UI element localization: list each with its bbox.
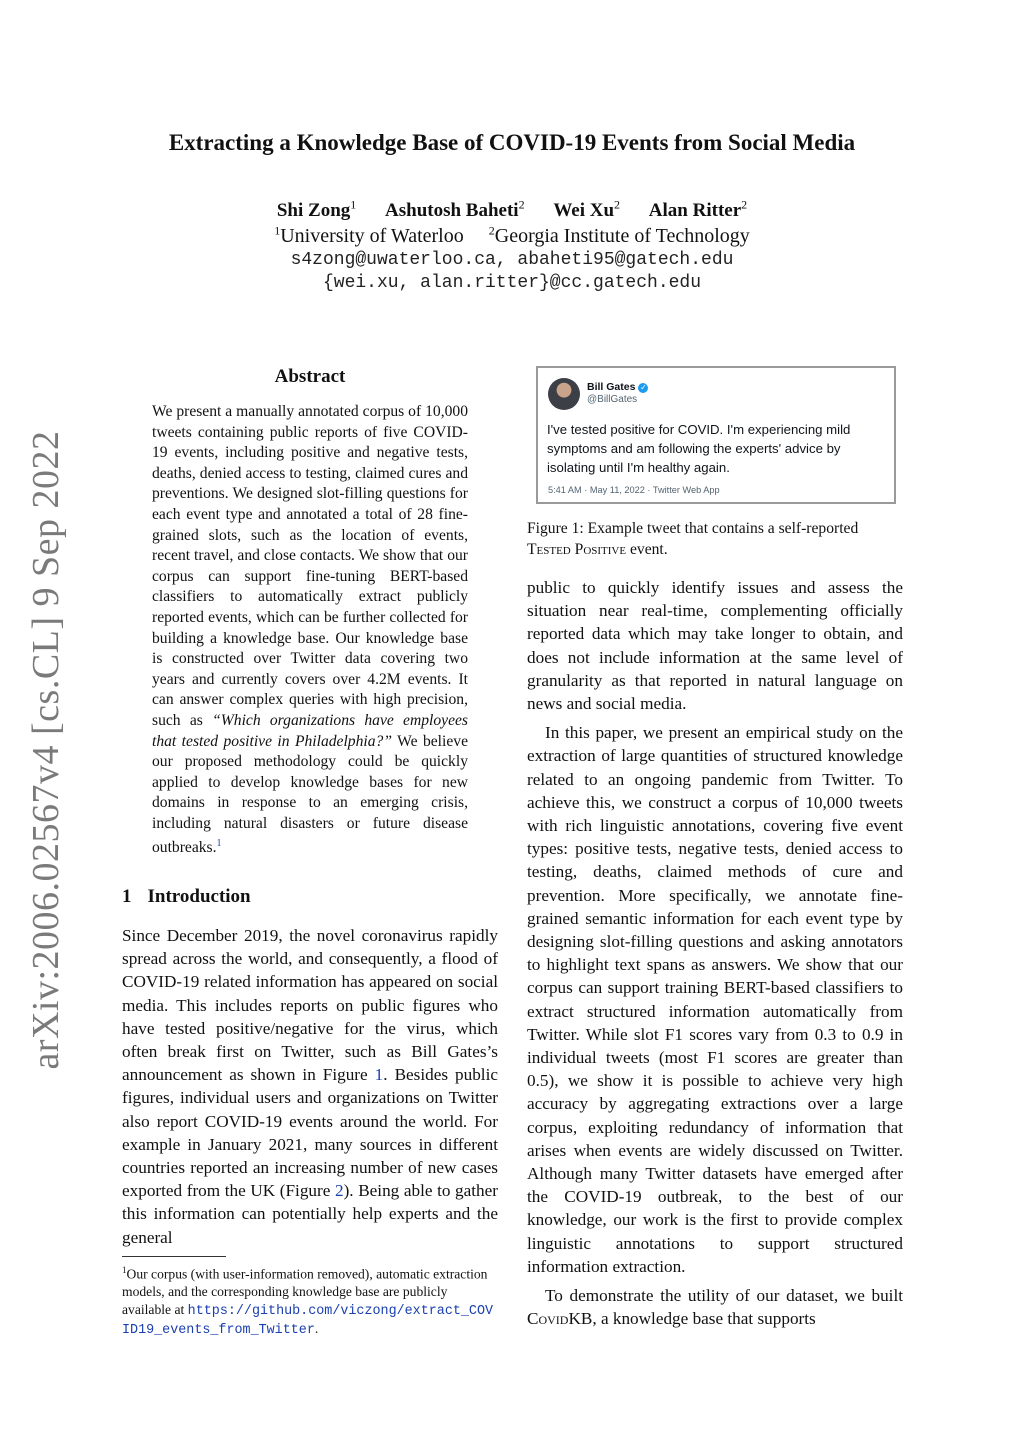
affiliation: $^1$University of Waterloo xyxy=(274,223,464,247)
covidkb-name: CovidKB xyxy=(527,1309,593,1329)
tweet-timestamp: 5:41 AM · May 11, 2022 · Twitter Web App xyxy=(548,485,720,495)
affiliations xyxy=(0,223,1024,248)
example-query: “Which organizations have employees that tested positive in Philadelphia?” xyxy=(152,711,468,750)
author: Wei Xu$^2$ xyxy=(553,198,621,222)
figure-2-ref[interactable]: 2 xyxy=(334,1181,344,1201)
author: Ashutosh Baheti$^2$ xyxy=(385,198,525,222)
author: Shi Zong$^1$ xyxy=(276,198,357,222)
figure-caption: Figure 1: Example tweet that contains a self-reported Tested Positive event. xyxy=(527,520,859,558)
footnote: $^1$Our corpus (with user-information removed), automatic extraction models, and the corresponding knowledge base are publicly available at https://github.com/viczong/extract_COVID19_events_from_Twitter. xyxy=(122,1265,494,1339)
section-heading: 1 Introduction xyxy=(122,886,251,907)
paragraph: In this paper, we present an empirical study on the extraction of large quantities of structured knowledge related to an ongoing pandemic from Twitter. To achieve this, we construct a corpus of 10,000 tweets with rich linguistic annotations, covering five event types: positive tests, negative tests, denied access to testing, deaths, claimed methods of cure and prevention. More specifically, we annotate fine-grained semantic information for each event type by designing slot-filling questions and asking annotators to highlight text spans as answers. We show that our corpus can support training BERT-based classifiers to extract structured information automatically from Twitter. While slot F1 scores vary from 0.3 to 0.9 in individual tweets (most F1 scores are greater than 0.5), we show it is possible to achieve very high accuracy by aggregating extractions over a large corpus, exploiting redundancy of information that arises when events are widely discussed on Twitter. Although many Twitter datasets have emerged after the COVID-19 outbreak, to the best of our knowledge, our work is the first to provide complex linguistic annotations to support structured information extraction. xyxy=(527,723,903,1276)
arxiv-id: arXiv:2006.02567v4 [cs.CL] 9 Sep 2022 xyxy=(25,430,67,1070)
footnote-divider xyxy=(122,1256,226,1257)
tweet-handle: @BillGates xyxy=(587,394,638,405)
tweet-text: I've tested positive for COVID. I'm experiencing mild symptoms and am following the experts' advice by isolating until I'm healthy again. xyxy=(547,422,851,475)
tweet-figure xyxy=(536,366,896,504)
footnote-ref[interactable]: 1 xyxy=(216,838,222,850)
abstract-heading: Abstract xyxy=(274,366,346,387)
affiliation: $^2$Georgia Institute of Technology xyxy=(488,223,750,247)
github-link[interactable]: https://github.com/viczong/extract_COVID19_events_from_Twitter xyxy=(122,1303,494,1339)
intro-left-column xyxy=(122,924,498,1249)
verified-badge-icon: ✓ xyxy=(640,383,647,392)
paragraph: Since December 2019, the novel coronavirus rapidly spread across the world, and consequently, a flood of COVID-19 related information has appeared on social media. This includes reports on public figures who have tested positive/negative for the virus, which often break first on Twitter, such as Bill Gates’s announcement as shown in Figure 1. Besides public figures, individual users and organizations on Twitter also report COVID-19 events around the world. For example in January 2021, many sources in different countries reported an increasing number of new cases exported from the UK (Figure 2). Being able to gather this information can potentially help experts and the general xyxy=(122,926,499,1247)
paper-title: Extracting a Knowledge Base of COVID-19 Events from Social Media xyxy=(168,130,856,155)
email-line[interactable]: {wei.xu, alan.ritter}@cc.gatech.edu xyxy=(322,273,702,293)
figure-1-ref[interactable]: 1 xyxy=(374,1065,384,1085)
author-list xyxy=(0,198,1024,222)
tweet-author: Bill Gates ✓ xyxy=(587,381,647,393)
email-line[interactable]: s4zong@uwaterloo.ca, abaheti95@gatech.edu xyxy=(290,250,734,270)
avatar xyxy=(548,378,580,410)
paragraph: public to quickly identify issues and assess the situation near real-time, complementing officially reported data which may take longer to obtain, and does not include information at the same level of granularity as that reported in natural language on news and social media. xyxy=(527,578,903,714)
abstract-body: We present a manually annotated corpus of 10,000 tweets containing public reports of five COVID-19 events, including positive and negative tests, deaths, denied access to testing, claimed cures and preventions. We designed slot-filling questions for each event type and annotated a total of 28 fine-grained slots, such as the location of events, recent travel, and close contacts. We show that our corpus can support fine-tuning BERT-based classifiers to automatically extract publicly reported events, which can be further collected for building a knowledge base. Our knowledge base is constructed over Twitter data covering two years and currently covers over 4.2M events. It can answer complex queries with high precision, such as “Which organizations have employees that tested positive in Philadelphia?” We believe our proposed methodology could be quickly applied to develop knowledge bases for new domains in response to an emerging crisis, including natural disasters or future disease outbreaks.$^1$ xyxy=(152,403,468,857)
paragraph: To demonstrate the utility of our dataset, we built CovidKB, a knowledge base that supports xyxy=(527,1286,903,1329)
intro-right-column xyxy=(527,576,903,1331)
arxiv-stamp xyxy=(25,430,67,1070)
author: Alan Ritter$^2$ xyxy=(648,198,748,222)
